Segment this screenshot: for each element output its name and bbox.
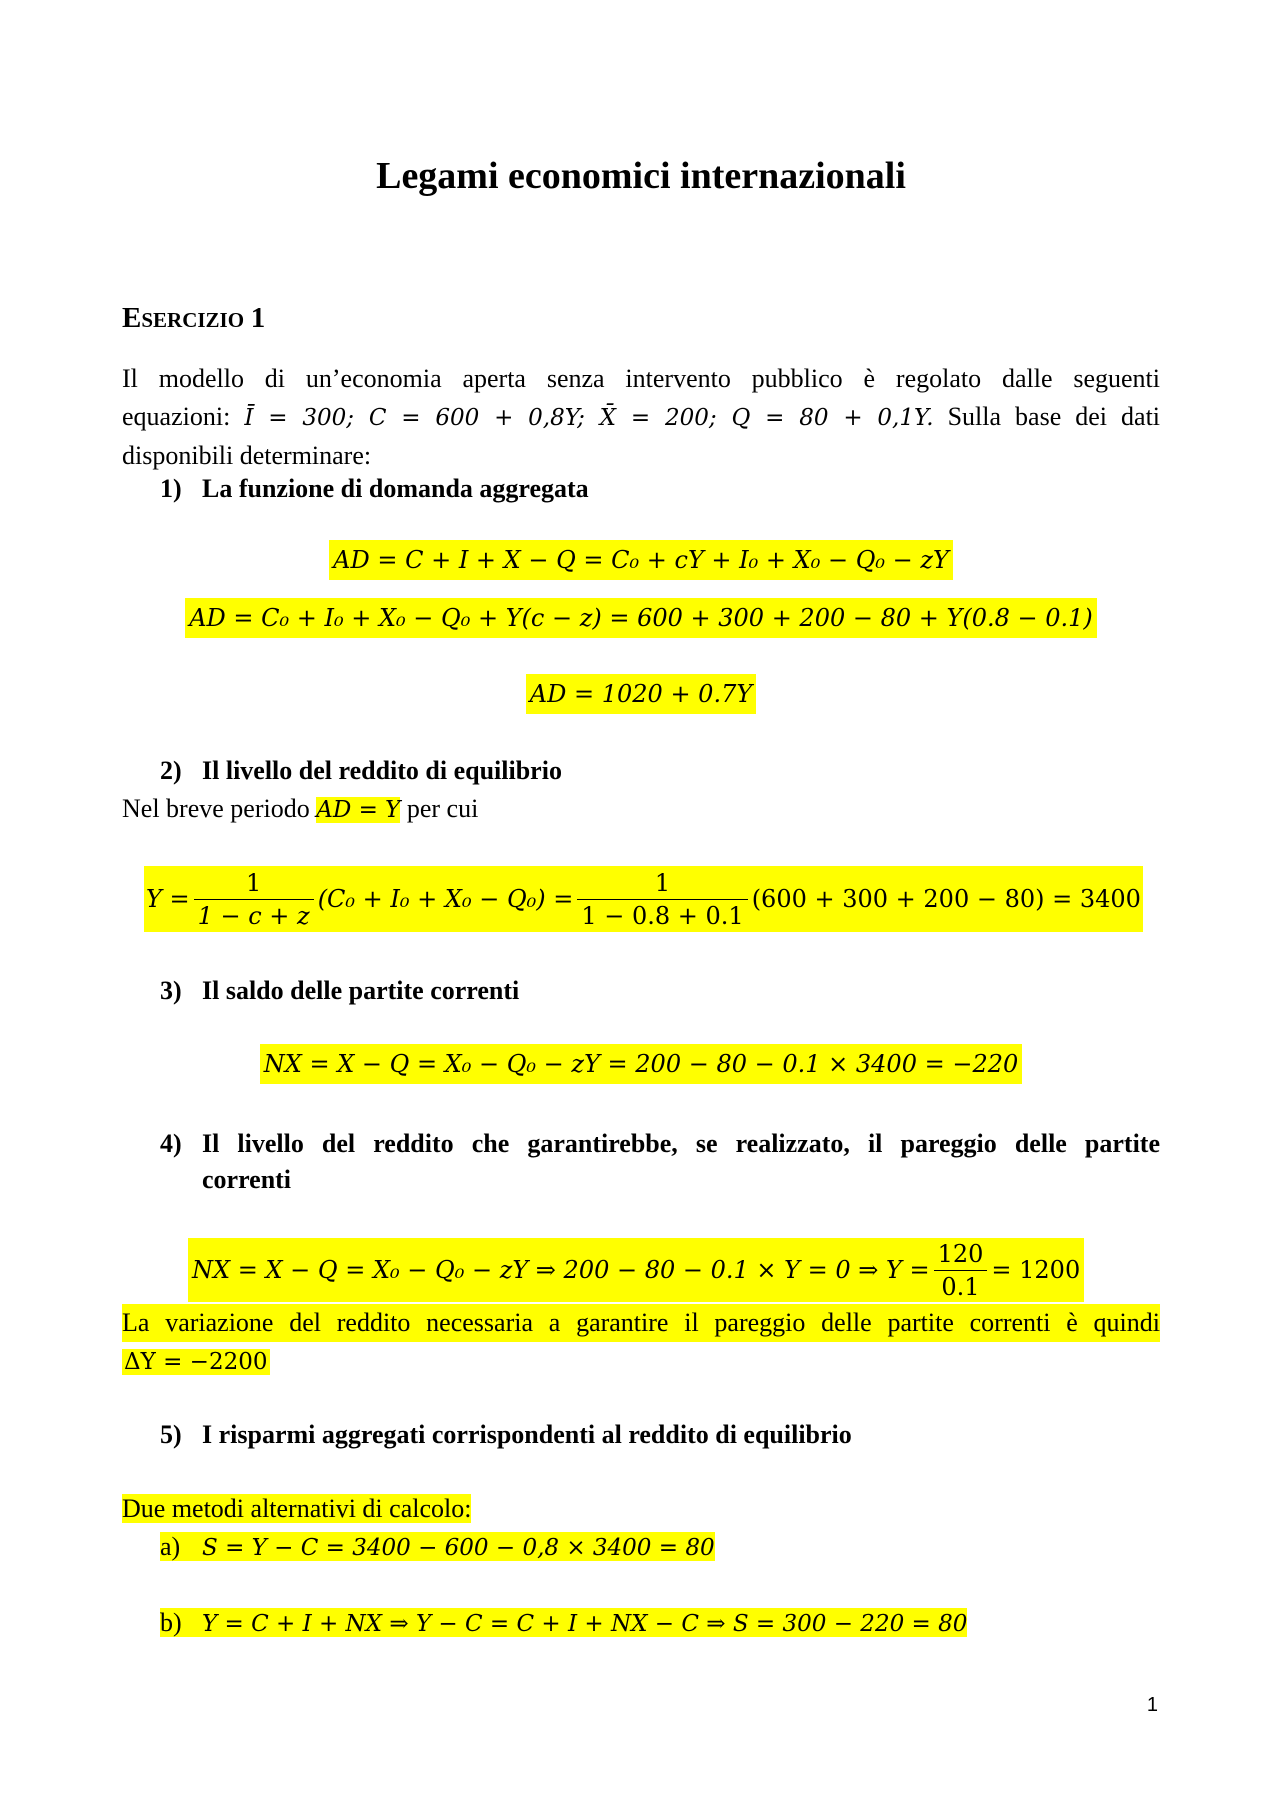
question-5: 5) I risparmi aggregati corrispondenti al reddito di equilibrio bbox=[160, 1420, 852, 1449]
intro-line-2: equazioni: Ī = 300; C = 600 + 0,8Y; X̄ = 200; Q = 80 + 0,1Y. Sulla base dei dati bbox=[122, 402, 1161, 431]
exercise-intro bbox=[122, 360, 1160, 475]
fraction-multiplier: $\frac{1}{1 - c + z}$ bbox=[194, 869, 314, 930]
page-number: 1 bbox=[1146, 1694, 1158, 1716]
equation-net-exports: NX = X − Q = X₀ − Q₀ − zY = 200 − 80 − 0.1 × 3400 = −220 bbox=[122, 1050, 1160, 1078]
equation-ad-3: AD = 1020 + 0.7Y bbox=[122, 680, 1160, 708]
ad-equals-y: AD = Y bbox=[316, 797, 401, 823]
fraction-balance: $\frac{120}{0.1}$ bbox=[934, 1240, 988, 1301]
question-3: 3) Il saldo delle partite correnti bbox=[160, 976, 520, 1005]
fraction-multiplier-values: $\frac{1}{1 - 0.8 + 0.1}$ bbox=[577, 869, 747, 930]
given-equations: Ī = 300; C = 600 + 0,8Y; X̄ = 200; Q = 80 + 0,1Y. bbox=[244, 405, 934, 431]
intro-line-1: Il modello di un’economia aperta senza intervento pubblico è regolato dalle seguenti bbox=[122, 364, 1160, 393]
equation-balance-income: NX = X − Q = X₀ − Q₀ − zY ⇒ 200 − 80 − 0.1 × Y = 0 ⇒ Y = $\frac{120}{0.1}$ = 1200 bbox=[188, 1238, 1084, 1302]
equation-ad-2: AD = C₀ + I₀ + X₀ − Q₀ + Y(c − z) = 600 + 300 + 200 − 80 + Y(0.8 − 0.1) bbox=[122, 604, 1160, 632]
intro-line-3: disponibili determinare: bbox=[122, 441, 372, 470]
equation-ad-1: AD = C + I + X − Q = C₀ + cY + I₀ + X₀ − Q₀ − zY bbox=[122, 546, 1160, 574]
delta-y-value: ΔY = −2200 bbox=[124, 1349, 268, 1375]
question-2: 2) Il livello del reddito di equilibrio bbox=[160, 756, 562, 785]
breve-periodo-text: Nel breve periodo AD = Y per cui bbox=[122, 794, 479, 823]
equation-equilibrium-income: Y = $\frac{1}{1 - c + z}$ (C₀ + I₀ + X₀ − Q₀) = $\frac{1}{1 - 0.8 + 0.1}$ (600 + 300 + 200 − 80) = 3400 bbox=[144, 866, 1143, 932]
due-metodi-text: Due metodi alternativi di calcolo: bbox=[122, 1494, 472, 1523]
question-1: 1) La funzione di domanda aggregata bbox=[160, 474, 589, 503]
method-b: b) Y = C + I + NX ⇒ Y − C = C + I + NX − C ⇒ S = 300 − 220 = 80 bbox=[160, 1608, 968, 1637]
method-a: a) S = Y − C = 3400 − 600 − 0,8 × 3400 = 80 bbox=[160, 1532, 715, 1561]
document-page bbox=[122, 0, 1160, 1811]
question-4: 4) Il livello del reddito che garantirebbe, se realizzato, il pareggio delle partite correnti bbox=[160, 1129, 1160, 1194]
page-title: Legami economici internazionali bbox=[376, 155, 906, 197]
exercise-heading: ESERCIZIO 1 bbox=[122, 302, 266, 334]
variazione-text: La variazione del reddito necessaria a garantire il pareggio delle partite correnti è quindi ΔY = −2200 bbox=[122, 1304, 1160, 1381]
